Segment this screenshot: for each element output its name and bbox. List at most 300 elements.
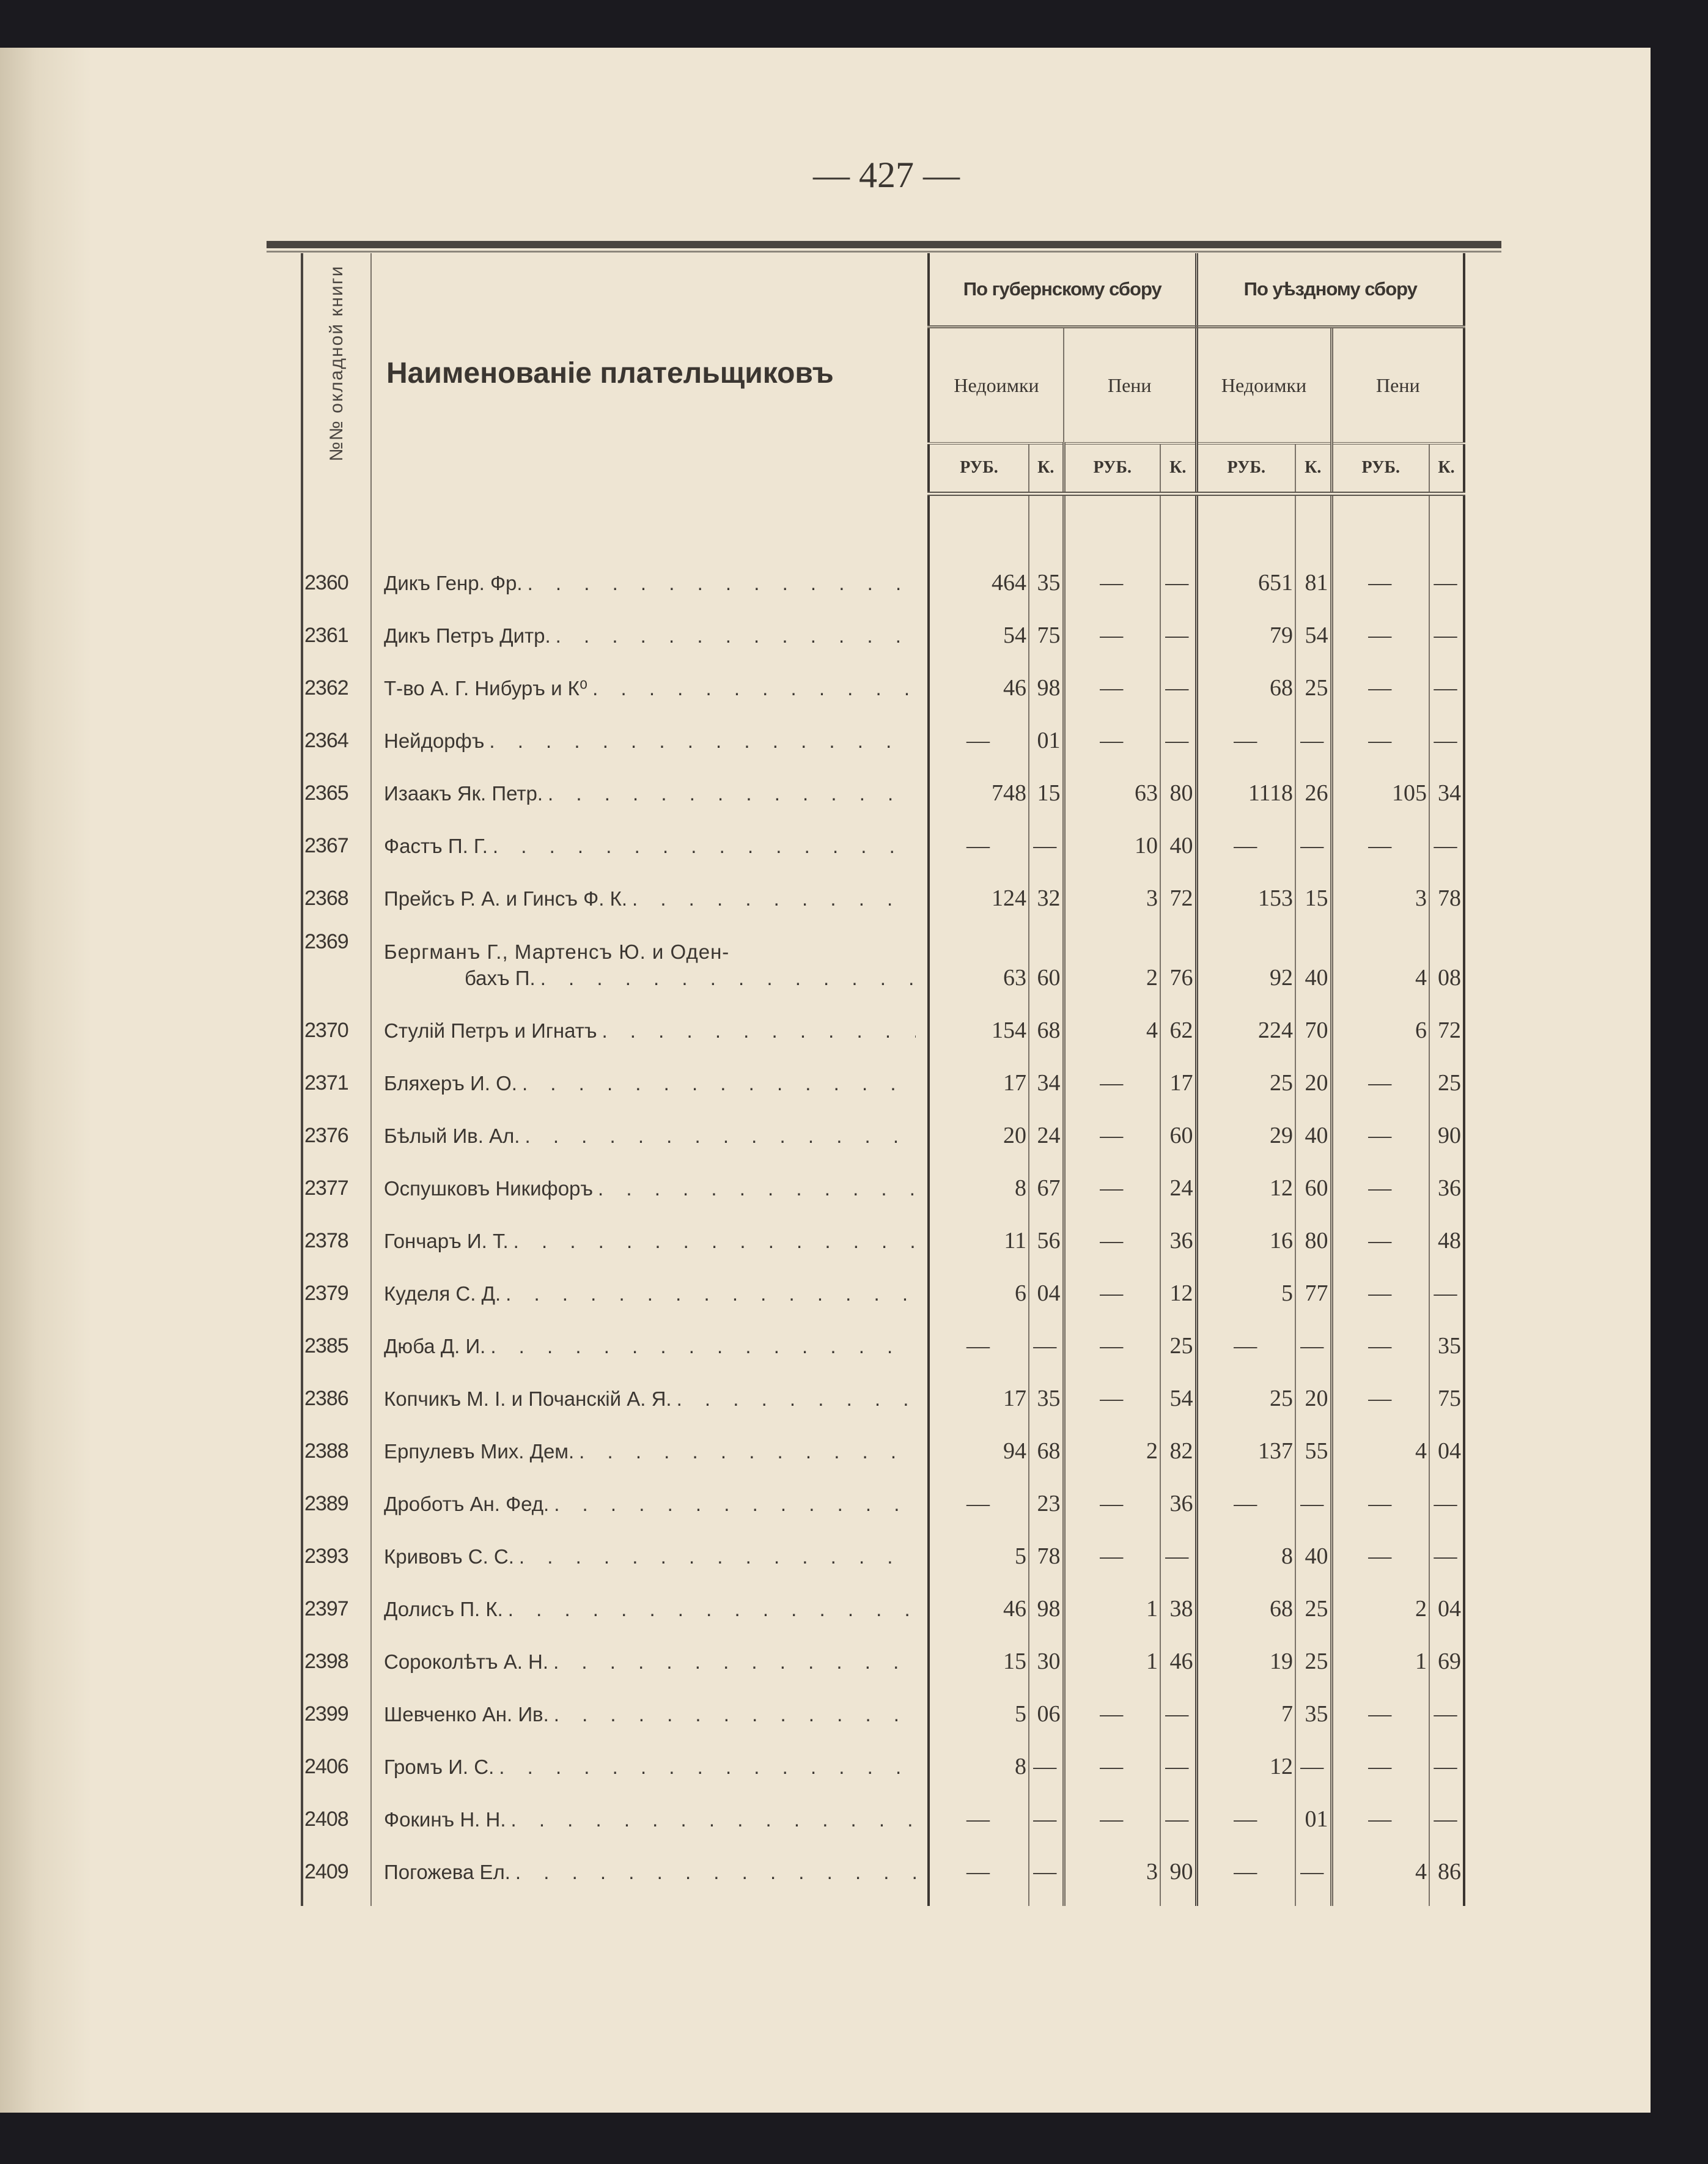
arrears-uezd-kop: 25	[1295, 1631, 1331, 1683]
penalty-uezd-rub: —	[1331, 657, 1429, 710]
payer-name-text: Погожева Ел.	[384, 1860, 510, 1883]
penalty-gub-rub: —	[1064, 552, 1160, 605]
value-cell	[1429, 493, 1464, 552]
book-number: 2362	[302, 657, 371, 710]
table-row	[302, 1631, 1464, 1683]
table-row	[302, 1578, 1464, 1631]
dot-leader	[485, 1333, 916, 1359]
payer-name	[384, 1754, 916, 1780]
arrears-gub-rub: —	[929, 1315, 1029, 1368]
penalty-uezd-kop: 48	[1429, 1210, 1464, 1263]
arrears-uezd-rub: 68	[1196, 657, 1295, 710]
payer-name-text: Громъ И. С.	[384, 1755, 495, 1778]
penalty-gub-rub: —	[1064, 1210, 1160, 1263]
book-number: 2389	[302, 1473, 371, 1526]
header-payer-name: Наименованіе плательщиковъ	[371, 253, 929, 493]
table-row	[302, 1158, 1464, 1210]
penalty-gub-rub: 1	[1064, 1631, 1160, 1683]
arrears-gub-kop: 23	[1029, 1473, 1064, 1526]
arrears-uezd-rub: 224	[1196, 1000, 1295, 1052]
penalty-uezd-kop: —	[1429, 710, 1464, 763]
arrears-uezd-rub: 16	[1196, 1210, 1295, 1263]
arrears-gub-kop: 06	[1029, 1683, 1064, 1736]
table-row	[302, 1105, 1464, 1158]
payer-name	[384, 1596, 916, 1622]
dot-leader	[494, 1754, 916, 1780]
arrears-gub-rub: 15	[929, 1631, 1029, 1683]
penalty-gub-rub: 2	[1064, 920, 1160, 1000]
payer-name-text: Фастъ П. Г.	[384, 834, 488, 857]
arrears-gub-rub: 5	[929, 1683, 1029, 1736]
payer-name-cell	[371, 1683, 929, 1736]
dot-leader	[627, 885, 916, 912]
header-group-uezd: По уѣздному сбору	[1196, 253, 1464, 327]
arrears-uezd-kop: 54	[1295, 605, 1331, 657]
penalty-gub-kop: 72	[1160, 868, 1196, 920]
penalty-uezd-rub: —	[1331, 1210, 1429, 1263]
penalty-gub-rub: —	[1064, 1052, 1160, 1105]
dot-leader	[501, 1280, 916, 1307]
penalty-uezd-kop: 25	[1429, 1052, 1464, 1105]
penalty-gub-kop: 60	[1160, 1105, 1196, 1158]
arrears-gub-kop: 32	[1029, 868, 1064, 920]
penalty-gub-kop: 36	[1160, 1473, 1196, 1526]
value-cell	[929, 1894, 1029, 1906]
name-cell	[371, 1894, 929, 1906]
payer-name-line2: бахъ П.	[465, 966, 536, 989]
penalty-gub-kop: 12	[1160, 1263, 1196, 1315]
payer-name	[384, 1333, 916, 1359]
arrears-gub-rub: 154	[929, 1000, 1029, 1052]
penalty-uezd-kop: —	[1429, 605, 1464, 657]
arrears-gub-kop: 01	[1029, 710, 1064, 763]
payer-name	[384, 675, 916, 701]
arrears-uezd-rub: 25	[1196, 1052, 1295, 1105]
penalty-gub-rub: —	[1064, 1526, 1160, 1578]
unit-kop: К.	[1295, 443, 1331, 493]
arrears-uezd-rub: 651	[1196, 552, 1295, 605]
arrears-uezd-rub: —	[1196, 815, 1295, 868]
payer-name-text: Дикъ Петръ Дитр.	[384, 624, 551, 647]
penalty-uezd-kop: 69	[1429, 1631, 1464, 1683]
dot-leader	[510, 1859, 916, 1885]
header-group-gubernia: По губернскому сбору	[929, 253, 1196, 327]
payer-name-text: Прейсъ Р. А. и Гинсъ Ф. К.	[384, 887, 627, 910]
payer-name-cell	[371, 1315, 929, 1368]
dot-leader	[536, 965, 916, 991]
penalty-uezd-kop: 75	[1429, 1368, 1464, 1420]
payer-name	[384, 1806, 916, 1833]
arrears-gub-rub: 46	[929, 1578, 1029, 1631]
arrears-uezd-rub: 5	[1196, 1263, 1295, 1315]
penalty-uezd-kop: 86	[1429, 1841, 1464, 1894]
book-number: 2370	[302, 1000, 371, 1052]
penalty-uezd-kop: 35	[1429, 1315, 1464, 1368]
arrears-gub-rub: —	[929, 1473, 1029, 1526]
payer-name-text: Ерпулевъ Мих. Дем.	[384, 1439, 575, 1463]
penalty-uezd-kop: 08	[1429, 920, 1464, 1000]
unit-rub: РУБ.	[929, 443, 1029, 493]
payer-name-cell	[371, 1000, 929, 1052]
payer-name-text: Долисъ П. К.	[384, 1597, 503, 1620]
payer-name	[384, 1859, 916, 1885]
payer-name-cell	[371, 1736, 929, 1789]
table-row	[302, 1052, 1464, 1105]
book-number: 2360	[302, 552, 371, 605]
payer-name	[384, 833, 916, 859]
unit-rub: РУБ.	[1064, 443, 1160, 493]
dot-leader	[503, 1596, 916, 1622]
arrears-gub-rub: 46	[929, 657, 1029, 710]
dot-leader	[587, 675, 916, 701]
payer-name-cell	[371, 1158, 929, 1210]
arrears-uezd-kop: 15	[1295, 868, 1331, 920]
payer-name-cell	[371, 920, 929, 1000]
penalty-gub-kop: 36	[1160, 1210, 1196, 1263]
table-row	[302, 657, 1464, 710]
arrears-gub-rub: 17	[929, 1052, 1029, 1105]
arrears-gub-kop: 15	[1029, 763, 1064, 815]
arrears-gub-kop: —	[1029, 815, 1064, 868]
payer-name	[384, 1438, 916, 1464]
penalty-uezd-kop: —	[1429, 1683, 1464, 1736]
arrears-gub-rub: 5	[929, 1526, 1029, 1578]
book-number: 2408	[302, 1789, 371, 1841]
penalty-uezd-rub: —	[1331, 1683, 1429, 1736]
header-arrears-2: Недоимки	[1196, 327, 1331, 444]
payer-name-cell	[371, 815, 929, 868]
arrears-gub-kop: 67	[1029, 1158, 1064, 1210]
penalty-uezd-kop: 78	[1429, 868, 1464, 920]
penalty-gub-kop: 80	[1160, 763, 1196, 815]
arrears-gub-kop: 04	[1029, 1263, 1064, 1315]
payer-name-text: Т-во А. Г. Нибуръ и К⁰	[384, 676, 588, 700]
table-row	[302, 1526, 1464, 1578]
arrears-gub-kop: —	[1029, 1736, 1064, 1789]
penalty-uezd-kop: 72	[1429, 1000, 1464, 1052]
book-number: 2406	[302, 1736, 371, 1789]
table-row	[302, 1000, 1464, 1052]
book-number: 2367	[302, 815, 371, 868]
payer-name	[384, 1070, 916, 1096]
penalty-gub-kop: —	[1160, 1683, 1196, 1736]
dot-leader	[506, 1806, 916, 1833]
dot-leader	[523, 570, 916, 596]
payer-name-cell	[371, 605, 929, 657]
penalty-gub-kop: 24	[1160, 1158, 1196, 1210]
arrears-uezd-kop: —	[1295, 815, 1331, 868]
arrears-uezd-kop: 80	[1295, 1210, 1331, 1263]
table-row	[302, 1210, 1464, 1263]
penalty-uezd-rub: —	[1331, 1158, 1429, 1210]
penalty-gub-rub: —	[1064, 1158, 1160, 1210]
arrears-gub-rub: 63	[929, 920, 1029, 1000]
penalty-gub-rub: —	[1064, 1683, 1160, 1736]
payer-name-cell	[371, 1105, 929, 1158]
arrears-gub-rub: 124	[929, 868, 1029, 920]
arrears-gub-kop: —	[1029, 1789, 1064, 1841]
arrears-gub-kop: 75	[1029, 605, 1064, 657]
arrears-uezd-kop: —	[1295, 1736, 1331, 1789]
arrears-gub-kop: 35	[1029, 552, 1064, 605]
book-number: 2388	[302, 1420, 371, 1473]
penalty-gub-kop: 17	[1160, 1052, 1196, 1105]
value-cell	[1331, 493, 1429, 552]
arrears-uezd-kop: —	[1295, 1841, 1331, 1894]
arrears-gub-kop: —	[1029, 1841, 1064, 1894]
penalty-gub-rub: 3	[1064, 868, 1160, 920]
arrears-uezd-rub: 137	[1196, 1420, 1295, 1473]
dot-leader	[593, 1175, 916, 1202]
arrears-gub-kop: 68	[1029, 1000, 1064, 1052]
penalty-uezd-kop: —	[1429, 1473, 1464, 1526]
table-row	[302, 1473, 1464, 1526]
spacer-row	[302, 493, 1464, 552]
payer-name-cell	[371, 657, 929, 710]
penalty-gub-rub: —	[1064, 657, 1160, 710]
arrears-gub-rub: —	[929, 1789, 1029, 1841]
arrears-uezd-kop: 70	[1295, 1000, 1331, 1052]
penalty-gub-rub: 3	[1064, 1841, 1160, 1894]
penalty-uezd-rub: —	[1331, 815, 1429, 868]
arrears-uezd-rub: 68	[1196, 1578, 1295, 1631]
arrears-gub-rub: 94	[929, 1420, 1029, 1473]
penalty-uezd-kop: —	[1429, 657, 1464, 710]
payer-name-line1: Бергманъ Г., Мартенсъ Ю. и Оден-	[384, 940, 730, 963]
num-cell	[302, 1894, 371, 1906]
payer-name	[384, 728, 916, 754]
payer-name	[384, 570, 916, 596]
payer-name	[384, 1701, 916, 1727]
arrears-uezd-kop: 40	[1295, 1526, 1331, 1578]
penalty-uezd-kop: 04	[1429, 1578, 1464, 1631]
arrears-gub-rub: —	[929, 710, 1029, 763]
payer-name-cell	[371, 1263, 929, 1315]
penalty-gub-kop: —	[1160, 710, 1196, 763]
arrears-uezd-rub: —	[1196, 710, 1295, 763]
penalty-gub-kop: 90	[1160, 1841, 1196, 1894]
arrears-uezd-kop: 20	[1295, 1368, 1331, 1420]
value-cell	[1160, 1894, 1196, 1906]
arrears-gub-rub: —	[929, 1841, 1029, 1894]
arrears-gub-rub: 54	[929, 605, 1029, 657]
arrears-uezd-rub: 1118	[1196, 763, 1295, 815]
arrears-uezd-rub: 7	[1196, 1683, 1295, 1736]
penalty-uezd-rub: 105	[1331, 763, 1429, 815]
payer-name	[384, 1649, 916, 1675]
dot-leader	[672, 1386, 916, 1412]
arrears-gub-rub: 6	[929, 1263, 1029, 1315]
arrears-uezd-kop: 26	[1295, 763, 1331, 815]
payer-name	[384, 1386, 916, 1412]
book-number: 2376	[302, 1105, 371, 1158]
header-arrears-1: Недоимки	[929, 327, 1064, 444]
arrears-gub-rub: 8	[929, 1158, 1029, 1210]
penalty-uezd-rub: —	[1331, 1368, 1429, 1420]
penalty-uezd-rub: —	[1331, 605, 1429, 657]
payer-name-cell	[371, 1526, 929, 1578]
penalty-uezd-rub: 4	[1331, 1841, 1429, 1894]
arrears-gub-kop: 56	[1029, 1210, 1064, 1263]
header-penalty-1: Пени	[1064, 327, 1196, 444]
arrears-gub-kop: 24	[1029, 1105, 1064, 1158]
arrears-uezd-kop: 35	[1295, 1683, 1331, 1736]
penalty-gub-rub: 4	[1064, 1000, 1160, 1052]
value-cell	[1064, 493, 1160, 552]
book-number: 2386	[302, 1368, 371, 1420]
penalty-gub-kop: 82	[1160, 1420, 1196, 1473]
payer-name-text: Фокинъ Н. Н.	[384, 1808, 506, 1831]
arrears-uezd-kop: 40	[1295, 1105, 1331, 1158]
arrears-gub-rub: 464	[929, 552, 1029, 605]
arrears-gub-kop: 34	[1029, 1052, 1064, 1105]
dot-leader	[509, 1228, 916, 1254]
arrears-uezd-rub: 25	[1196, 1368, 1295, 1420]
payer-name-cell	[371, 552, 929, 605]
payer-name-text: Дюба Д. И.	[384, 1334, 486, 1357]
penalty-uezd-kop: 04	[1429, 1420, 1464, 1473]
payer-name	[384, 1280, 916, 1307]
arrears-gub-rub: 20	[929, 1105, 1029, 1158]
header-penalty-2: Пени	[1331, 327, 1464, 444]
arrears-gub-rub: 17	[929, 1368, 1029, 1420]
table-row	[302, 1683, 1464, 1736]
arrears-uezd-kop: 25	[1295, 1578, 1331, 1631]
table-row	[302, 1315, 1464, 1368]
value-cell	[1295, 1894, 1331, 1906]
unit-kop: К.	[1029, 443, 1064, 493]
penalty-uezd-rub: —	[1331, 1473, 1429, 1526]
arrears-uezd-kop: 60	[1295, 1158, 1331, 1210]
value-cell	[1029, 493, 1064, 552]
arrears-uezd-kop: —	[1295, 1473, 1331, 1526]
payer-name-text: Стулій Петръ и Игнатъ	[384, 1019, 597, 1042]
penalty-uezd-kop: —	[1429, 1263, 1464, 1315]
arrears-gub-kop: 98	[1029, 1578, 1064, 1631]
payer-name-text: Оспушковъ Никифоръ	[384, 1176, 594, 1200]
num-cell	[302, 493, 371, 552]
book-number: 2393	[302, 1526, 371, 1578]
payer-name	[384, 939, 916, 991]
penalty-uezd-rub: —	[1331, 1052, 1429, 1105]
arrears-uezd-kop: 55	[1295, 1420, 1331, 1473]
penalty-uezd-rub: 1	[1331, 1631, 1429, 1683]
penalty-gub-kop: —	[1160, 552, 1196, 605]
value-cell	[1029, 1894, 1064, 1906]
arrears-gub-kop: 68	[1029, 1420, 1064, 1473]
book-number: 2399	[302, 1683, 371, 1736]
arrears-uezd-kop: 77	[1295, 1263, 1331, 1315]
spacer-row	[302, 1894, 1464, 1906]
payer-name-text: Гончаръ И. Т.	[384, 1229, 509, 1252]
penalty-gub-rub: —	[1064, 1315, 1160, 1368]
value-cell	[1064, 1894, 1160, 1906]
payer-name	[384, 622, 916, 649]
payer-name-text: Сороколѣтъ А. Н.	[384, 1650, 549, 1673]
payer-name-line2-wrap	[384, 965, 916, 991]
payer-name-cell	[371, 1841, 929, 1894]
penalty-uezd-rub: —	[1331, 1789, 1429, 1841]
payer-name-cell	[371, 1631, 929, 1683]
payer-name-cell	[371, 868, 929, 920]
dot-leader	[517, 1070, 916, 1096]
book-number: 2361	[302, 605, 371, 657]
payer-name	[384, 780, 916, 807]
payer-name	[384, 1228, 916, 1254]
table-row	[302, 1841, 1464, 1894]
payer-name-text: Шевченко Ан. Ив.	[384, 1702, 549, 1726]
penalty-uezd-rub: 4	[1331, 1420, 1429, 1473]
book-number: 2368	[302, 868, 371, 920]
penalty-uezd-rub: —	[1331, 1105, 1429, 1158]
payer-name-text: Бѣлый Ив. Ал.	[384, 1124, 520, 1147]
dot-leader	[549, 1701, 916, 1727]
penalty-gub-kop: 62	[1160, 1000, 1196, 1052]
arrears-uezd-rub: 12	[1196, 1158, 1295, 1210]
arrears-uezd-kop: —	[1295, 1315, 1331, 1368]
book-number: 2385	[302, 1315, 371, 1368]
penalty-gub-kop: —	[1160, 1736, 1196, 1789]
dot-leader	[514, 1543, 916, 1570]
table-row	[302, 920, 1464, 1000]
penalty-gub-rub: —	[1064, 1789, 1160, 1841]
penalty-gub-rub: 1	[1064, 1578, 1160, 1631]
table-body	[302, 493, 1464, 1906]
value-cell	[1196, 1894, 1295, 1906]
payer-name-text: Копчикъ М. І. и Почанскій А. Я.	[384, 1387, 672, 1410]
penalty-gub-kop: 76	[1160, 920, 1196, 1000]
payer-name	[384, 1543, 916, 1570]
unit-rub: РУБ.	[1196, 443, 1295, 493]
payer-name	[384, 1017, 916, 1044]
penalty-uezd-kop: —	[1429, 815, 1464, 868]
payer-name	[384, 1123, 916, 1149]
payer-name-text: Куделя С. Д.	[384, 1282, 501, 1305]
payer-name	[384, 1491, 916, 1517]
arrears-gub-kop: —	[1029, 1315, 1064, 1368]
penalty-uezd-kop: —	[1429, 1526, 1464, 1578]
payer-name	[384, 1175, 916, 1202]
payer-name-text: Бляхеръ И. О.	[384, 1071, 517, 1095]
book-number: 2398	[302, 1631, 371, 1683]
value-cell	[1295, 493, 1331, 552]
table-row	[302, 1263, 1464, 1315]
name-cell	[371, 493, 929, 552]
payer-name-cell	[371, 1578, 929, 1631]
arrears-gub-rub: 748	[929, 763, 1029, 815]
penalty-gub-rub: —	[1064, 1473, 1160, 1526]
unit-kop: К.	[1429, 443, 1464, 493]
penalty-uezd-rub: 4	[1331, 920, 1429, 1000]
penalty-gub-kop: —	[1160, 1526, 1196, 1578]
table-row	[302, 763, 1464, 815]
table-row	[302, 1789, 1464, 1841]
penalty-uezd-kop: —	[1429, 1736, 1464, 1789]
arrears-uezd-rub: 29	[1196, 1105, 1295, 1158]
arrears-gub-rub: 8	[929, 1736, 1029, 1789]
penalty-gub-kop: 40	[1160, 815, 1196, 868]
penalty-gub-kop: 25	[1160, 1315, 1196, 1368]
penalty-gub-kop: —	[1160, 605, 1196, 657]
arrears-uezd-kop: 25	[1295, 657, 1331, 710]
penalty-uezd-rub: —	[1331, 710, 1429, 763]
table-row	[302, 868, 1464, 920]
payer-name-cell	[371, 763, 929, 815]
penalty-uezd-kop: —	[1429, 1789, 1464, 1841]
penalty-uezd-rub: 3	[1331, 868, 1429, 920]
arrears-uezd-kop: —	[1295, 710, 1331, 763]
payer-name-text: Нейдорфъ	[384, 729, 485, 752]
